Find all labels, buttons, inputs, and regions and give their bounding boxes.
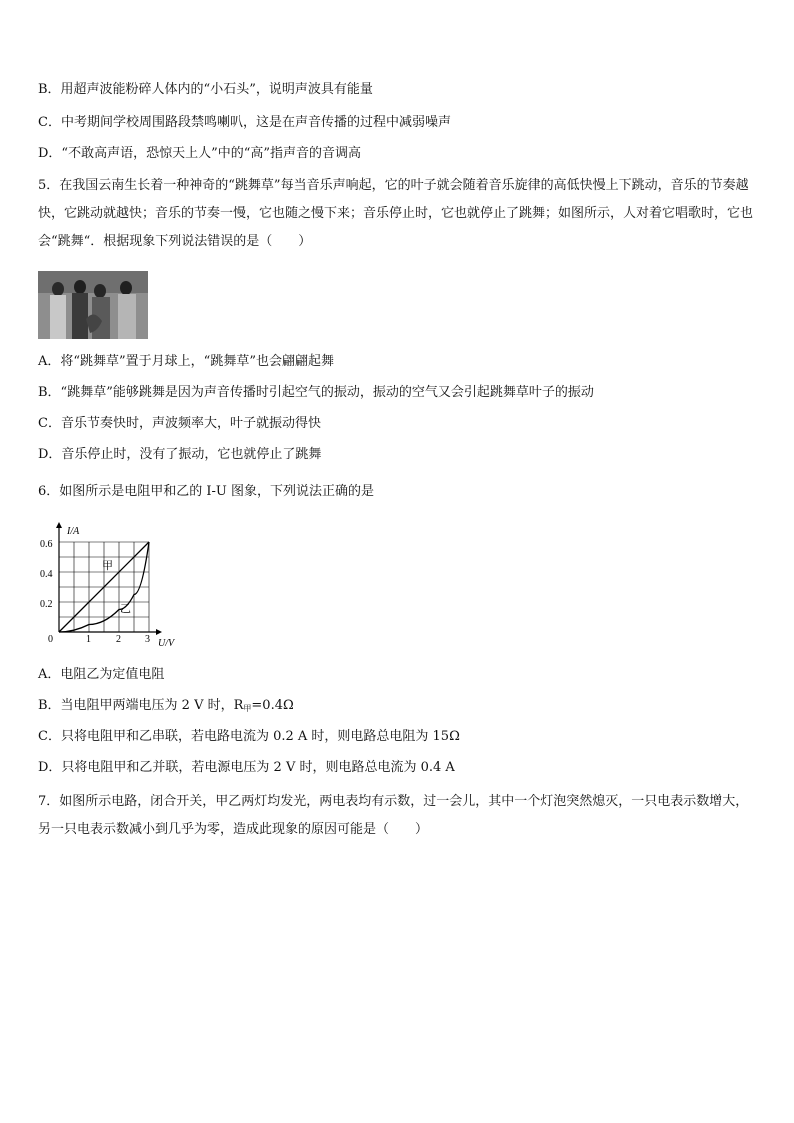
q7-stem: 7．如图所示电路，闭合开关，甲乙两灯均发光，两电表均有示数，过一会儿，其中一个灯泡突然熄灭，一只电表示数增大，另一只电表示数减小到几乎为零，造成此现象的原因可能是（ ） — [38, 794, 749, 837]
q6-option-a: A．电阻乙为定值电阻 — [38, 667, 165, 682]
origin-label: 0 — [48, 634, 53, 645]
q5-option-a: A．将“跳舞草”置于月球上，“跳舞草”也会翩翩起舞 — [38, 354, 334, 369]
q6-option-c: C．只将电阻甲和乙串联，若电路电流为 0.2 A 时，则电路总电阻为 15Ω — [38, 729, 460, 744]
q6-option-b-subscript: 甲 — [243, 704, 252, 713]
q6-option-d: D．只将电阻甲和乙并联，若电源电压为 2 V 时，则电路总电流为 0.4 A — [38, 760, 455, 775]
q6-option-b-text: B．当电阻甲两端电压为 2 V 时，R — [38, 698, 244, 713]
x-axis-arrow — [156, 629, 162, 635]
label-yi: 乙 — [120, 602, 131, 615]
x-tick-3: 3 — [145, 634, 150, 645]
q6-option-b-value: =0.4Ω — [251, 698, 294, 713]
q6-option-b — [38, 697, 294, 718]
y-axis-label: I/A — [67, 526, 80, 537]
y-tick-0-4: 0.4 — [40, 569, 53, 580]
q5-option-d: D．音乐停止时，没有了振动，它也就停止了跳舞 — [38, 447, 322, 462]
q4-option-b: B．用超声波能粉碎人体内的“小石头”，说明声波具有能量 — [38, 82, 373, 97]
label-jia: 甲 — [102, 559, 113, 572]
iu-graph-svg — [38, 520, 188, 650]
x-tick-2: 2 — [116, 634, 121, 645]
iu-graph — [38, 520, 188, 650]
y-axis-arrow — [56, 522, 62, 528]
q5-option-b: B．“跳舞草”能够跳舞是因为声音传播时引起空气的振动，振动的空气又会引起跳舞草叶子的振动 — [38, 385, 594, 400]
q4-option-c: C．中考期间学校周围路段禁鸣喇叭，这是在声音传播的过程中减弱噪声 — [38, 115, 451, 130]
x-axis-label: U/V — [158, 638, 175, 649]
x-tick-1: 1 — [86, 634, 91, 645]
q5-stem: 5．在我国云南生长着一种神奇的“跳舞草”每当音乐声响起，它的叶子就会随着音乐旋律的高低快慢上下跳动，音乐的节奏越快，它跳动就越快；音乐的节奏一慢，它也随之慢下来；音乐停止时，它也就停止了跳舞；如图所示，人对着它唱歌时，它也会“跳舞“．根据现象下列说法错误的是（ ） — [38, 178, 754, 249]
y-tick-0-2: 0.2 — [40, 599, 53, 610]
people-singing-image — [38, 271, 148, 339]
q5-option-c: C．音乐节奏快时，声波频率大，叶子就振动得快 — [38, 416, 321, 431]
y-tick-0-6: 0.6 — [40, 539, 53, 550]
q4-option-d: D．“不敢高声语，恐惊天上人”中的“高”指声音的音调高 — [38, 146, 362, 161]
q6-stem: 6．如图所示是电阻甲和乙的 I-U 图象，下列说法正确的是 — [38, 484, 375, 499]
dancing-grass-photo — [38, 271, 148, 339]
